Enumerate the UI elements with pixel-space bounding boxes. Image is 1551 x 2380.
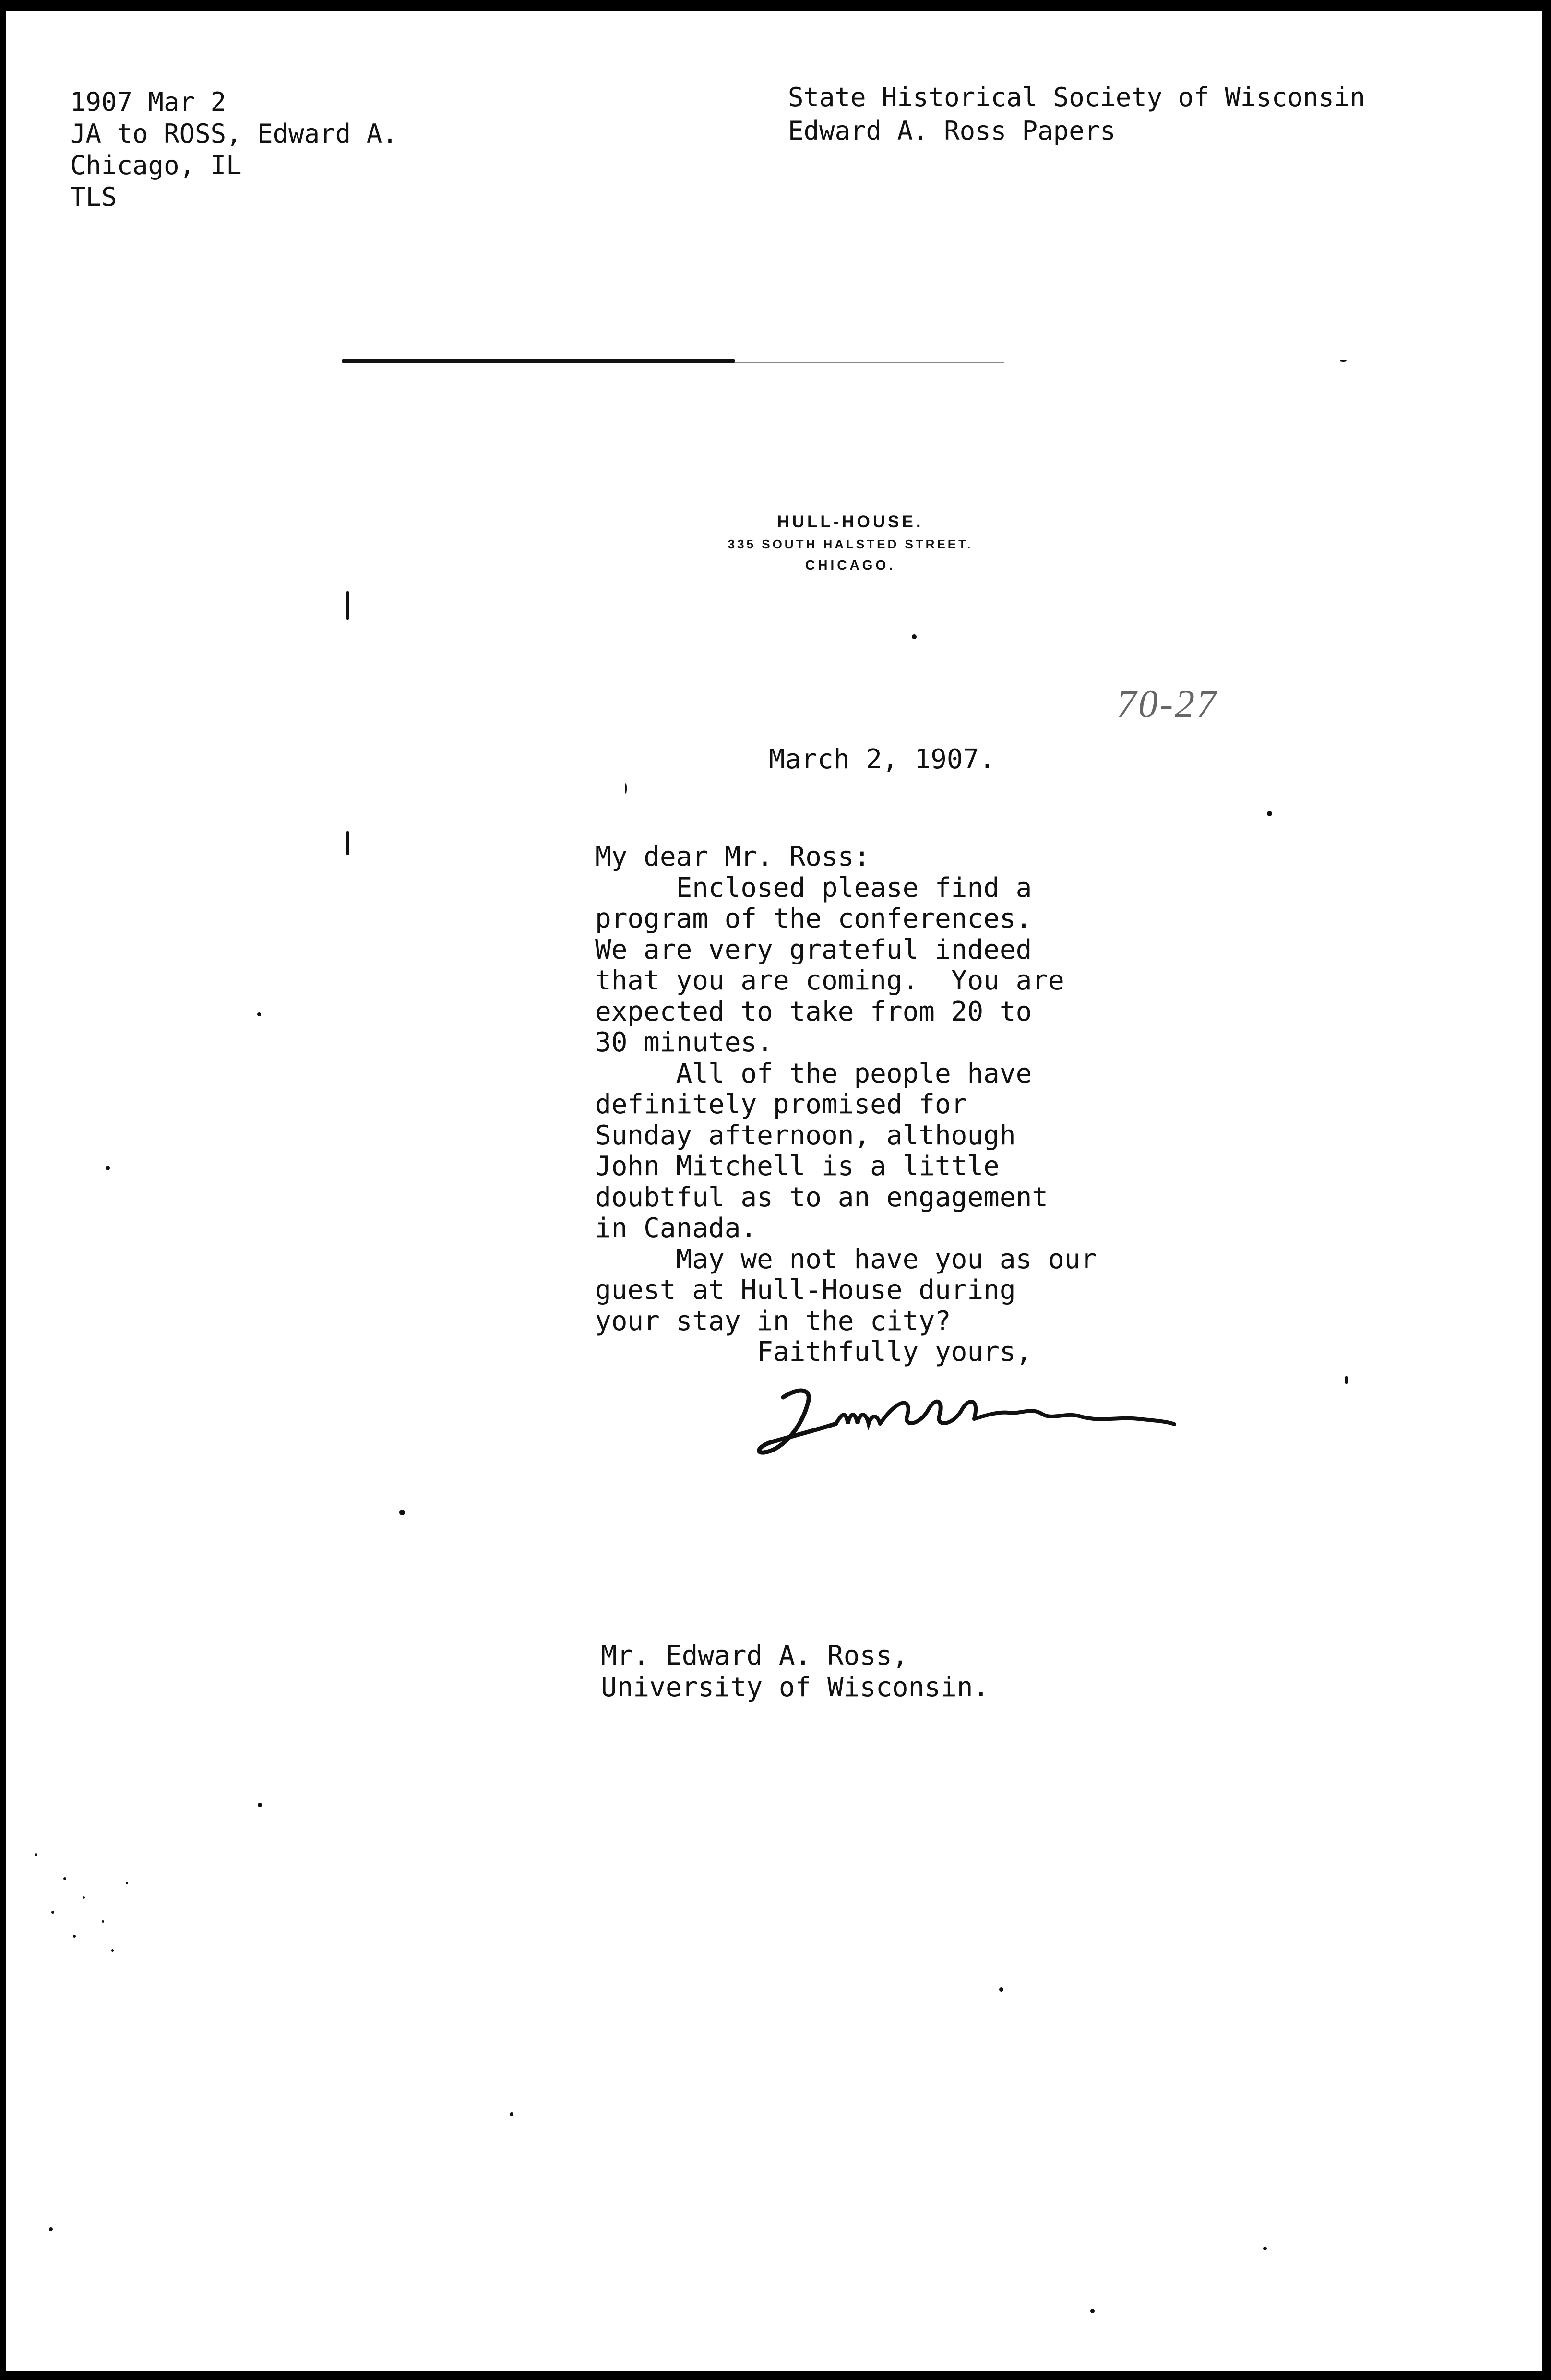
scan-speck — [399, 1510, 405, 1515]
scan-speck — [35, 1853, 37, 1856]
scan-speck — [258, 1803, 262, 1807]
handwritten-signature — [754, 1378, 1177, 1464]
letter-line: doubtful as to an engagement — [595, 1181, 1049, 1213]
catalog-type: TLS — [70, 182, 117, 212]
scan-speck — [1267, 811, 1272, 816]
letterhead-city: CHICAGO. — [805, 558, 895, 572]
letter-line: John Mitchell is a little — [595, 1151, 1000, 1182]
letter-line: All of the people have — [595, 1058, 1032, 1089]
letter-line: program of the conferences. — [595, 903, 1032, 934]
scan-speck — [63, 1877, 66, 1880]
archive-header — [788, 81, 1365, 148]
scan-speck — [510, 2112, 513, 2116]
scan-speck — [999, 1987, 1003, 1992]
scan-speck — [346, 591, 349, 620]
scan-speck — [106, 1166, 110, 1170]
archive-collection: Edward A. Ross Papers — [788, 116, 1116, 146]
scan-speck — [111, 1949, 114, 1952]
letter-line: 30 minutes. — [595, 1027, 773, 1058]
letter-line: My dear Mr. Ross: — [595, 841, 871, 872]
letterhead — [658, 511, 1042, 576]
letter-line: We are very grateful indeed — [595, 934, 1032, 965]
catalog-place: Chicago, IL — [70, 150, 242, 180]
scan-speck — [51, 1911, 54, 1914]
archive-repository: State Historical Society of Wisconsin — [788, 82, 1365, 112]
scan-speck — [1345, 1376, 1348, 1384]
scan-speck — [83, 1896, 85, 1899]
scan-speck — [49, 2227, 53, 2231]
recipient-name: Mr. Edward A. Ross, — [601, 1640, 908, 1671]
scan-speck — [625, 783, 627, 794]
scan-speck — [912, 634, 917, 639]
letterhead-address: 335 SOUTH HALSTED STREET. — [728, 537, 973, 551]
letter-line: Sunday afternoon, although — [595, 1119, 1016, 1151]
top-edge-line — [342, 359, 735, 363]
scan-speck — [346, 831, 349, 855]
catalog-header — [70, 86, 398, 213]
scan-speck — [126, 1882, 128, 1884]
letter-line: May we not have you as our — [595, 1243, 1097, 1275]
letter-body — [595, 842, 1097, 1368]
letter-date: March 2, 1907. — [769, 744, 996, 775]
pencil-annotation: 70-27 — [1117, 682, 1218, 726]
top-edge-line-faint — [735, 362, 1004, 363]
letter-line: in Canada. — [595, 1213, 757, 1244]
letter-line: Faithfully yours, — [595, 1336, 1032, 1368]
scan-speck — [1263, 2247, 1267, 2250]
catalog-correspondents: JA to ROSS, Edward A. — [70, 119, 398, 149]
scan-speck — [73, 1935, 76, 1938]
scan-speck — [102, 1920, 104, 1923]
recipient-block — [601, 1640, 989, 1703]
letter-line: your stay in the city? — [595, 1305, 951, 1337]
recipient-institution: University of Wisconsin. — [601, 1672, 990, 1703]
letter-line: Enclosed please find a — [595, 872, 1032, 904]
catalog-date: 1907 Mar 2 — [70, 87, 227, 117]
scan-speck — [1340, 360, 1347, 362]
scan-speck — [1090, 2309, 1095, 2313]
document-page — [6, 11, 1542, 2371]
scan-speck — [257, 1012, 261, 1016]
letter-line: expected to take from 20 to — [595, 996, 1032, 1027]
letter-line: definitely promised for — [595, 1089, 967, 1120]
letter-line: guest at Hull-House during — [595, 1274, 1016, 1306]
letter-line: that you are coming. You are — [595, 965, 1064, 996]
letterhead-name: HULL-HOUSE. — [777, 512, 924, 531]
